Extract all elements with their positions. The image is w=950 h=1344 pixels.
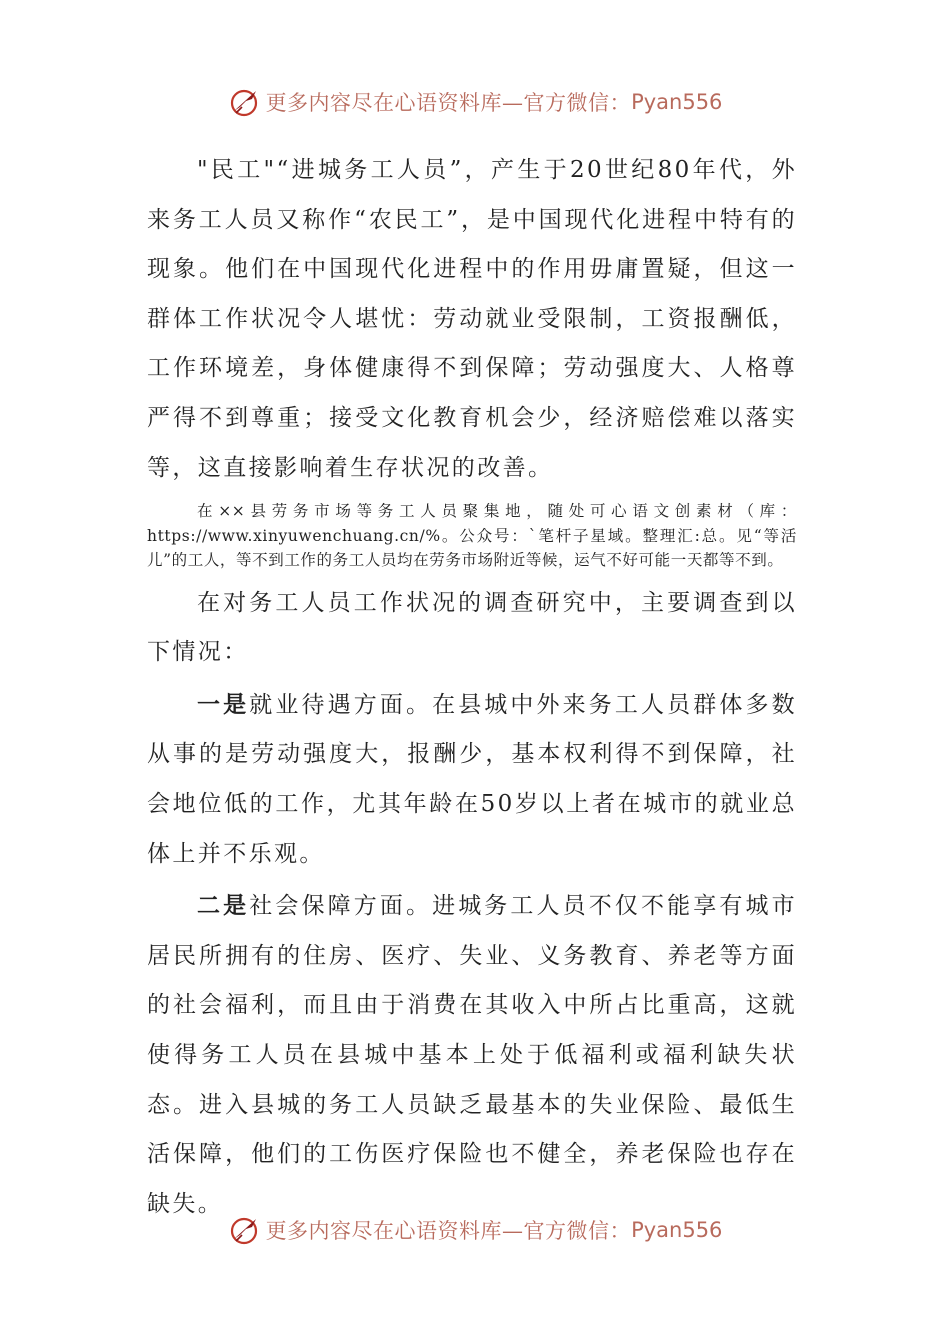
paragraph-social-security — [147, 881, 797, 1229]
header-banner — [0, 82, 950, 122]
social-security-lead: 二是 — [197, 892, 250, 920]
banner-wechat-id: Pyan556 — [631, 90, 723, 114]
document-body — [147, 146, 797, 1229]
banner-wechat-id: Pyan556 — [631, 1218, 723, 1242]
banner-text: 更多内容尽在心语资料库—官方微信： — [265, 1219, 632, 1243]
paragraph-note: 在××县劳务市场等务工人员聚集地，随处可心语文创素材（库：https://www.xinyuwenchuang.cn/%。公众号：`笔杆子星域。整理汇:总。见“等活儿”的工人，等不到工作的务工人员均在劳务市场附近等候，运气不好可能一天都等不到。 — [147, 502, 797, 570]
employment-text: 就业待遇方面。在县城中外来务工人员群体多数从事的是劳动强度大，报酬少，基本权利得不到保障，社会地位低的工作，尤其年龄在50岁以上者在城市的就业总体上并不乐观。 — [147, 691, 797, 867]
quill-logo-icon — [228, 85, 262, 119]
paragraph-employment — [147, 680, 797, 879]
paragraph-survey: 在对务工人员工作状况的调查研究中，主要调查到以下情况： — [147, 589, 797, 666]
paragraph-intro: "民工"“进城务工人员”，产生于20世纪80年代，外来务工人员又称作“农民工”，是中国现代化进程中特有的现象。他们在中国现代化进程中的作用毋庸置疑，但这一群体工作状况令人堪忧：劳动就业受限制，工资报酬低，工作环境差，身体健康得不到保障；劳动强度大、人格尊严得不到尊重；接受文化教育机会少，经济赔偿难以落实等，这直接影响着生存状况的改善。 — [147, 157, 797, 481]
social-security-text: 社会保障方面。进城务工人员不仅不能享有城市居民所拥有的住房、医疗、失业、义务教育、养老等方面的社会福利，而且由于消费在其收入中所占比重高，这就使得务工人员在县城中基本上处于低福利或福利缺失状态。进入县城的务工人员缺乏最基本的失业保险、最低生活保障，他们的工伤医疗保险也不健全，养老保险也存在缺失。 — [147, 893, 797, 1217]
banner-text: 更多内容尽在心语资料库—官方微信： — [265, 91, 632, 115]
employment-lead: 一是 — [197, 690, 250, 718]
quill-logo-icon — [228, 1213, 262, 1247]
footer-banner — [0, 1210, 950, 1250]
